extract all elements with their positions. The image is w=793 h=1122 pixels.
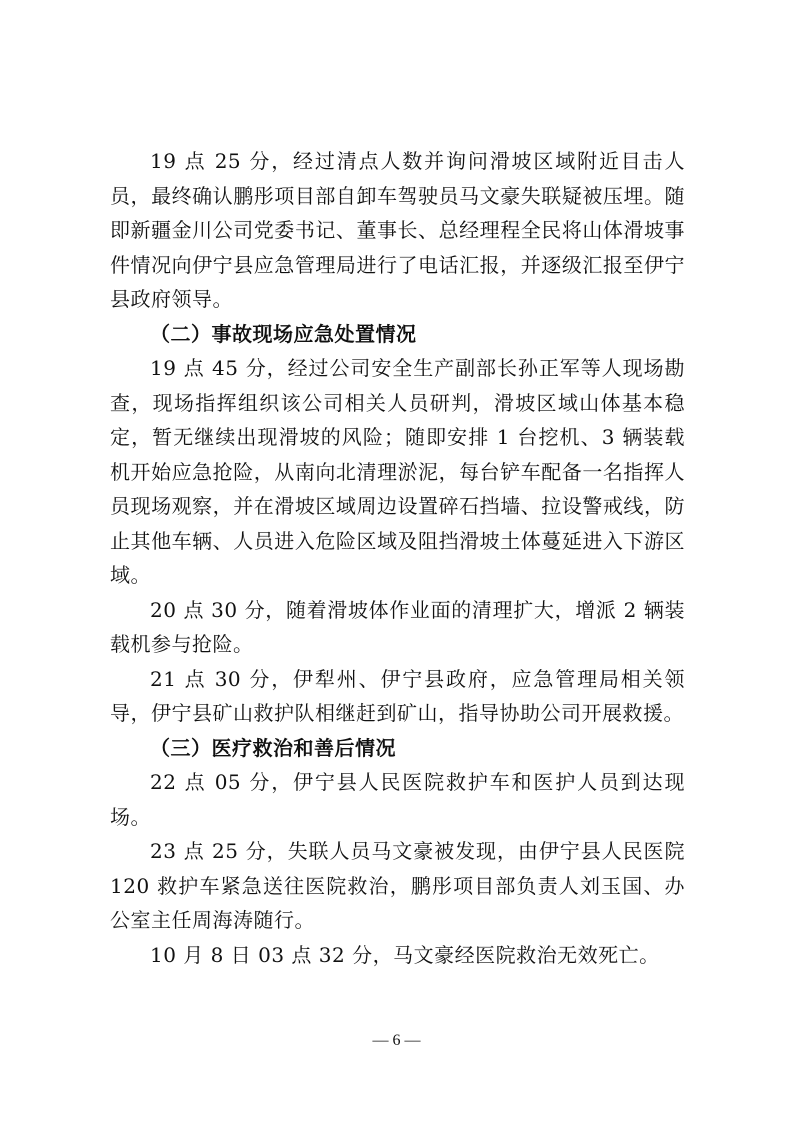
page-number: — 6 —	[372, 1032, 421, 1049]
paragraph-ambulance-arrival: 22 点 05 分，伊宁县人民医院救护车和医护人员到达现场。	[110, 770, 685, 829]
paragraph-site-survey: 19 点 45 分，经过公司安全生产副部长孙正军等人现场勘查，现场指挥组织该公司相关人员研判，滑坡区域山体基本稳定，暂无继续出现滑坡的风险；随即安排 1 台挖机、3 辆装载机开始应急抢险，从南向北清理淤泥，每台铲车配备一名指挥人员现场观察，并在滑坡区域周边设置碎石挡墙、拉设警戒线，防止其他车辆、人员进入危险区域及阻挡滑坡土体蔓延进入下游区域。	[110, 356, 685, 587]
document-body	[110, 144, 685, 972]
section-heading-emergency-response: （二）事故现场应急处置情况	[150, 321, 417, 346]
paragraph-victim-death: 10 月 8 日 03 点 32 分，马文豪经医院救治无效死亡。	[150, 942, 660, 967]
paragraph-victim-found: 23 点 25 分，失联人员马文豪被发现，由伊宁县人民医院 120 救护车紧急送往医院救治，鹏彤项目部负责人刘玉国、办公室主任周海涛随行。	[110, 839, 685, 932]
paragraph-officials-arrive: 21 点 30 分，伊犁州、伊宁县政府，应急管理局相关领导，伊宁县矿山救护队相继赶到矿山，指导协助公司开展救援。	[110, 666, 685, 725]
paragraph-casualty-confirmation: 19 点 25 分，经过清点人数并询问滑坡区域附近目击人员，最终确认鹏彤项目部自卸车驾驶员马文豪失联疑被压埋。随即新疆金川公司党委书记、董事长、总经理程全民将山体滑坡事件情况向伊宁县应急管理局进行了电话汇报，并逐级汇报至伊宁县政府领导。	[110, 149, 685, 311]
section-heading-medical-treatment: （三）医疗救治和善后情况	[150, 735, 396, 760]
paragraph-additional-loaders: 20 点 30 分，随着滑坡体作业面的清理扩大，增派 2 辆装载机参与抢险。	[110, 597, 685, 656]
